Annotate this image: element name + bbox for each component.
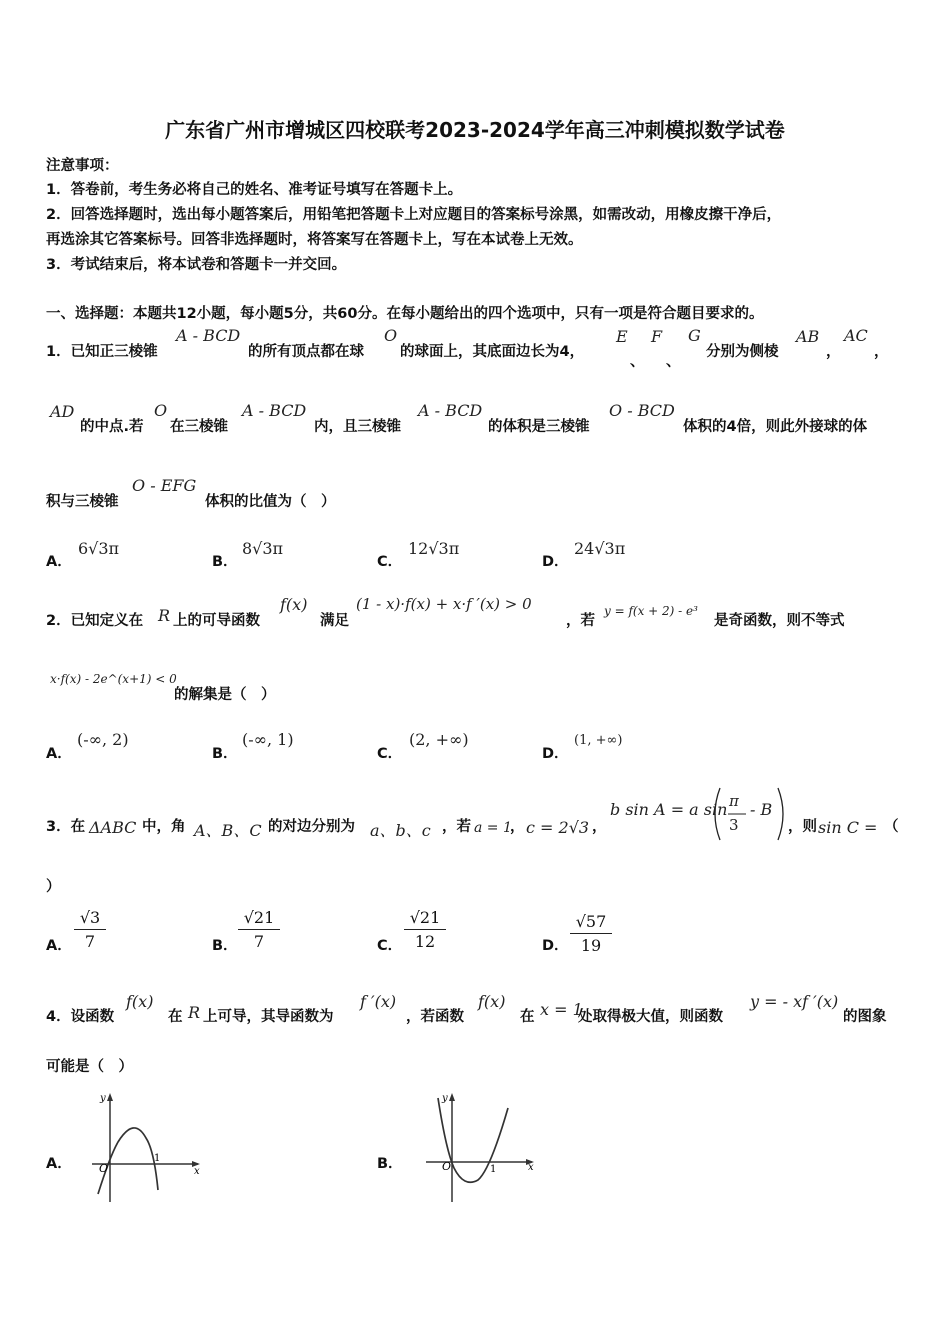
q1-text-6: 在三棱锥	[170, 419, 228, 435]
q1-sep-4: ，	[874, 344, 889, 360]
q3-text-1: 3．在	[46, 819, 86, 835]
q1-text-8: 的体积是三棱锥	[488, 419, 590, 435]
q4-text-8: 可能是（ ）	[46, 1059, 133, 1075]
q4-b-y-label: y	[442, 1093, 448, 1104]
q3-option-d-den: 19	[580, 936, 602, 955]
q2-text-2: 上的可导函数	[173, 613, 260, 629]
q4-text-4: ，若函数	[406, 1009, 464, 1025]
q2-text-5: 是奇函数，则不等式	[714, 613, 845, 629]
q1-sep-2: 、	[666, 354, 681, 370]
q3-paren-open: （	[884, 819, 899, 835]
q3-paren-close: ）	[46, 879, 61, 895]
q3-text-2: 中，角	[142, 819, 186, 835]
q3-text-4: ，若	[442, 819, 471, 835]
notice-item-3: 3．考试结束后，将本试卷和答题卡一并交回。	[46, 257, 347, 273]
q4-option-b-graph	[422, 1090, 542, 1206]
q3-option-a-fraction	[74, 908, 106, 951]
q2-text-3: 满足	[320, 613, 349, 629]
q1-math-abcd: A - BCD	[176, 326, 241, 345]
q2-text-6: 的解集是（ ）	[174, 687, 276, 703]
q1-math-e: E	[616, 327, 628, 346]
q1-text-9: 体积的4倍，则此外接球的体	[683, 419, 868, 435]
q2-option-c-label[interactable]: C．	[377, 746, 403, 762]
q2-inequality: x·f(x) - 2e^(x+1) < 0	[50, 672, 177, 686]
q1-text-4: 分别为侧棱	[706, 344, 779, 360]
q3-option-a-num: √3	[79, 908, 101, 927]
q4-x-equals-1: x = 1	[540, 1000, 583, 1019]
q2-option-d-label[interactable]: D．	[542, 746, 569, 762]
q3-three: 3	[729, 816, 739, 834]
q3-equation-left: b sin A = a sin	[610, 800, 728, 819]
q3-paren-group	[712, 786, 786, 842]
q3-option-a-den: 7	[84, 932, 96, 951]
q3-option-d-label[interactable]: D．	[542, 938, 569, 954]
notice-item-2b: 再选涂其它答案标号。回答非选择题时，将答案写在答题卡上，写在本试卷上无效。	[46, 232, 583, 248]
q3-option-c-den: 12	[414, 932, 436, 951]
q4-math-fx: f(x)	[126, 992, 154, 1011]
q4-b-one-label: 1	[490, 1164, 497, 1175]
q1-sep-1: 、	[630, 354, 645, 370]
q1-option-c-value: 12√3π	[408, 539, 460, 558]
q3-sides: a、b、c	[370, 821, 431, 840]
q3-pi: π	[729, 792, 739, 810]
q1-math-ac: AC	[844, 326, 868, 345]
q3-minus-b: - B	[750, 800, 773, 819]
q1-sep-3: ，	[826, 344, 841, 360]
q4-text-5: 在	[520, 1009, 535, 1025]
q3-sep-2: ，	[592, 819, 607, 835]
q1-math-oefg: O - EFG	[132, 476, 197, 495]
q1-text-11: 体积的比值为（ ）	[205, 494, 336, 510]
q3-option-b-den: 7	[253, 932, 265, 951]
q1-text-3: 的球面上，其底面边长为4，	[400, 344, 585, 360]
q3-angles: A、B、C	[194, 821, 262, 840]
q4-a-y-label: y	[100, 1093, 106, 1104]
q3-triangle: ΔABC	[89, 818, 137, 837]
q3-option-a-label[interactable]: A．	[46, 938, 72, 954]
q1-option-a-value: 6√3π	[78, 539, 120, 558]
q3-a-value: a = 1	[474, 820, 512, 836]
q1-math-ad: AD	[50, 402, 75, 421]
q4-option-b-label[interactable]: B．	[377, 1156, 403, 1172]
section-heading: 一、选择题：本题共12小题，每小题5分，共60分。在每小题给出的四个选项中，只有一项是符合题目要求的。	[46, 306, 764, 322]
q1-text-10: 积与三棱锥	[46, 494, 119, 510]
page-title: 广东省广州市增城区四校联考2023-2024学年高三冲刺模拟数学试卷	[165, 118, 785, 142]
q3-option-b-label[interactable]: B．	[212, 938, 238, 954]
q2-condition: (1 - x)·f(x) + x·f ′(x) > 0	[356, 595, 532, 613]
notice-heading: 注意事项：	[46, 158, 119, 174]
q1-math-ab: AB	[796, 327, 820, 346]
notice-item-2a: 2．回答选择题时，选出每小题答案后，用铅笔把答题卡上对应题目的答案标号涂黑，如需改动，用橡皮擦干净后，	[46, 207, 782, 223]
q2-odd-function: y = f(x + 2) - e³	[604, 604, 698, 618]
q2-option-d-value: (1, +∞)	[574, 733, 623, 748]
q1-text-1: 1．已知正三棱锥	[46, 344, 158, 360]
q4-math-r: R	[188, 1003, 201, 1022]
q4-math-fx-2: f(x)	[478, 992, 506, 1011]
q3-option-c-fraction	[404, 908, 446, 951]
q1-option-d-label[interactable]: D．	[542, 554, 569, 570]
q4-a-x-label: x	[194, 1166, 200, 1177]
q4-y-function: y = - xf ′(x)	[750, 992, 839, 1011]
q2-option-c-value: (2, +∞)	[409, 730, 469, 749]
q2-option-a-value: (-∞, 2)	[77, 730, 129, 749]
q3-text-5: ，则	[788, 819, 817, 835]
q4-b-origin-label: O	[442, 1160, 452, 1173]
q1-option-a-label[interactable]: A．	[46, 554, 72, 570]
q1-text-2: 的所有顶点都在球	[248, 344, 364, 360]
q1-math-g: G	[688, 326, 701, 345]
q1-math-abcd-3: A - BCD	[418, 401, 483, 420]
q4-math-fprime: f ′(x)	[360, 992, 397, 1011]
q4-option-a-label[interactable]: A．	[46, 1156, 72, 1172]
q3-option-c-label[interactable]: C．	[377, 938, 403, 954]
q4-a-one-label: 1	[154, 1153, 161, 1164]
q1-math-o2: O	[154, 401, 168, 420]
q3-c-value: c = 2√3	[526, 818, 590, 837]
q2-math-fx: f(x)	[280, 595, 308, 614]
q1-math-abcd-2: A - BCD	[242, 401, 307, 420]
q2-text-4: ，若	[566, 613, 595, 629]
q4-option-a-graph	[88, 1090, 208, 1206]
q2-text-1: 2．已知定义在	[46, 613, 144, 629]
q1-math-o: O	[384, 326, 398, 345]
q1-option-c-label[interactable]: C．	[377, 554, 403, 570]
q3-sinc: sin C =	[818, 818, 878, 837]
q1-math-f: F	[651, 327, 663, 346]
q4-text-1: 4．设函数	[46, 1009, 115, 1025]
q3-option-d-fraction	[570, 912, 612, 955]
q1-option-b-value: 8√3π	[242, 539, 284, 558]
q2-option-a-label[interactable]: A．	[46, 746, 72, 762]
q4-a-origin-label: O	[99, 1162, 109, 1175]
q4-text-6: 处取得极大值，则函数	[578, 1009, 723, 1025]
q1-text-7: 内，且三棱锥	[314, 419, 401, 435]
q4-text-2: 在	[168, 1009, 183, 1025]
q2-option-b-value: (-∞, 1)	[242, 730, 294, 749]
q3-option-b-fraction	[238, 908, 280, 951]
q1-math-obcd: O - BCD	[609, 401, 675, 420]
q3-option-d-num: √57	[575, 912, 607, 931]
notice-item-1: 1．答卷前，考生务必将自己的姓名、准考证号填写在答题卡上。	[46, 182, 463, 198]
q4-b-x-label: x	[528, 1162, 534, 1173]
q4-text-3: 上可导，其导函数为	[203, 1009, 334, 1025]
q2-option-b-label[interactable]: B．	[212, 746, 238, 762]
q4-text-7: 的图象	[843, 1009, 887, 1025]
q3-text-3: 的对边分别为	[268, 819, 355, 835]
q1-text-5: 的中点.若	[80, 419, 144, 435]
q1-option-d-value: 24√3π	[574, 539, 626, 558]
q3-option-b-num: √21	[243, 908, 275, 927]
q3-option-c-num: √21	[409, 908, 441, 927]
q3-sep: ，	[510, 819, 525, 835]
q2-math-r: R	[158, 606, 171, 625]
q1-option-b-label[interactable]: B．	[212, 554, 238, 570]
